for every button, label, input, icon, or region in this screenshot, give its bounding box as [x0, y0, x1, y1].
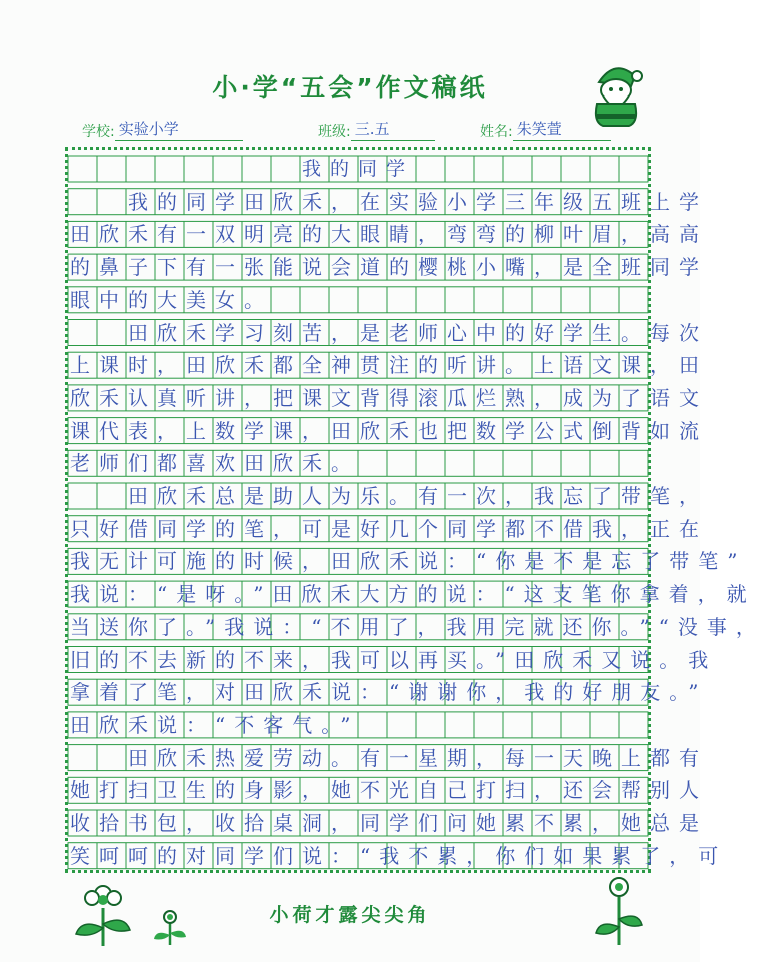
- essay-line-text: 上课时，田欣禾都全神贯注的听讲。上语文课，田: [70, 353, 708, 378]
- flower-icon: [70, 878, 136, 948]
- flower-icon: [150, 905, 190, 947]
- flower-icon: [590, 875, 648, 947]
- essay-line-text: 课代表，上数学课，田欣禾也把数学公式倒背如流: [70, 418, 708, 443]
- essay-line: [68, 352, 708, 378]
- essay-line: [68, 221, 708, 247]
- essay-line-text: 我的同学田欣禾，在实验小学三年级五班上学: [128, 189, 708, 214]
- name-value: 朱笑萱: [513, 118, 611, 141]
- essay-line-text: 笑呵呵的对同学们说：“我不累，你们如果累了，可: [70, 843, 728, 868]
- essay-title-row: [68, 156, 648, 182]
- footer-slogan: 小荷才露尖尖角: [269, 904, 431, 926]
- name-label: 姓名:: [480, 124, 513, 140]
- essay-line-text: 老师们都喜欢田欣禾。: [70, 451, 360, 476]
- essay-line-text: 欣禾认真听讲，把课文背得滚瓜烂熟，成为了语文: [70, 385, 708, 410]
- essay-line: [68, 548, 747, 574]
- essay-line-text: 我无计可施的时候，田欣禾说：“你是不是忘了带笔”: [70, 549, 747, 574]
- school-value: 实验小学: [115, 118, 243, 141]
- essay-line: [68, 647, 718, 673]
- class-value: 三.五: [351, 118, 435, 141]
- essay-line: [68, 777, 708, 803]
- essay-line: [68, 745, 708, 771]
- class-field: [318, 118, 435, 144]
- essay-line-text: 拿着了笔，对田欣禾说：“谢谢你，我的好朋友。”: [70, 680, 708, 705]
- essay-line-text: 田欣禾总是助人为乐。有一次，我忘了带笔，: [128, 484, 708, 508]
- school-field: [82, 118, 243, 144]
- school-label: 学校:: [82, 124, 115, 140]
- essay-line: [68, 418, 708, 444]
- essay-line: [68, 679, 708, 705]
- essay-line: [68, 254, 708, 280]
- essay-line: [68, 843, 728, 869]
- essay-line-text: 她打扫卫生的身影，她不光自己打扫，还会帮别人: [70, 778, 708, 803]
- essay-line-text: 旧的不去新的不来，我可以再买。”田欣禾又说。我: [70, 647, 718, 672]
- essay-line-text: 田欣禾说：“不客气。”: [70, 712, 360, 737]
- essay-line: [68, 810, 708, 836]
- essay-line: [68, 614, 765, 640]
- essay-line-text: 眼中的大美女。: [70, 287, 273, 312]
- essay-line: [68, 712, 648, 738]
- name-field: [480, 118, 611, 144]
- essay-line-text: 田欣禾学习刻苦，是老师心中的好学生。每次: [128, 320, 708, 345]
- essay-line-text: 只好借同学的笔，可是好几个同学都不借我，正在: [70, 516, 708, 541]
- essay-line: [68, 516, 708, 542]
- class-label: 班级:: [318, 124, 351, 140]
- essay-line-text: 我说：“是呀。”田欣禾大方的说：“这支笔你拿着，就: [70, 582, 756, 607]
- essay-line: [68, 581, 756, 607]
- essay-line: [68, 450, 648, 476]
- essay-line: [68, 385, 708, 411]
- page-title: 小·学“五会”作文稿纸: [212, 73, 488, 102]
- essay-title: 我的同学: [301, 158, 414, 180]
- essay-line: [68, 320, 708, 346]
- essay-line-text: 田欣禾热爱劳动。有一星期，每一天晚上都有: [128, 745, 708, 770]
- essay-line: [68, 189, 708, 215]
- essay-line-text: 当送你了。”我说：“不用了，我用完就还你。”“没事，: [70, 614, 765, 639]
- writing-grid: [65, 147, 765, 873]
- essay-line: [68, 287, 648, 313]
- essay-line: [68, 483, 708, 509]
- essay-line-text: 的鼻子下有一张能说会道的樱桃小嘴，是全班同学: [70, 255, 708, 280]
- essay-line-text: 田欣禾有一双明亮的大眼睛，弯弯的柳叶眉，高高: [70, 222, 708, 247]
- essay-line-text: 收拾书包，收拾桌洞，同学们问她累不累，她总是: [70, 811, 708, 835]
